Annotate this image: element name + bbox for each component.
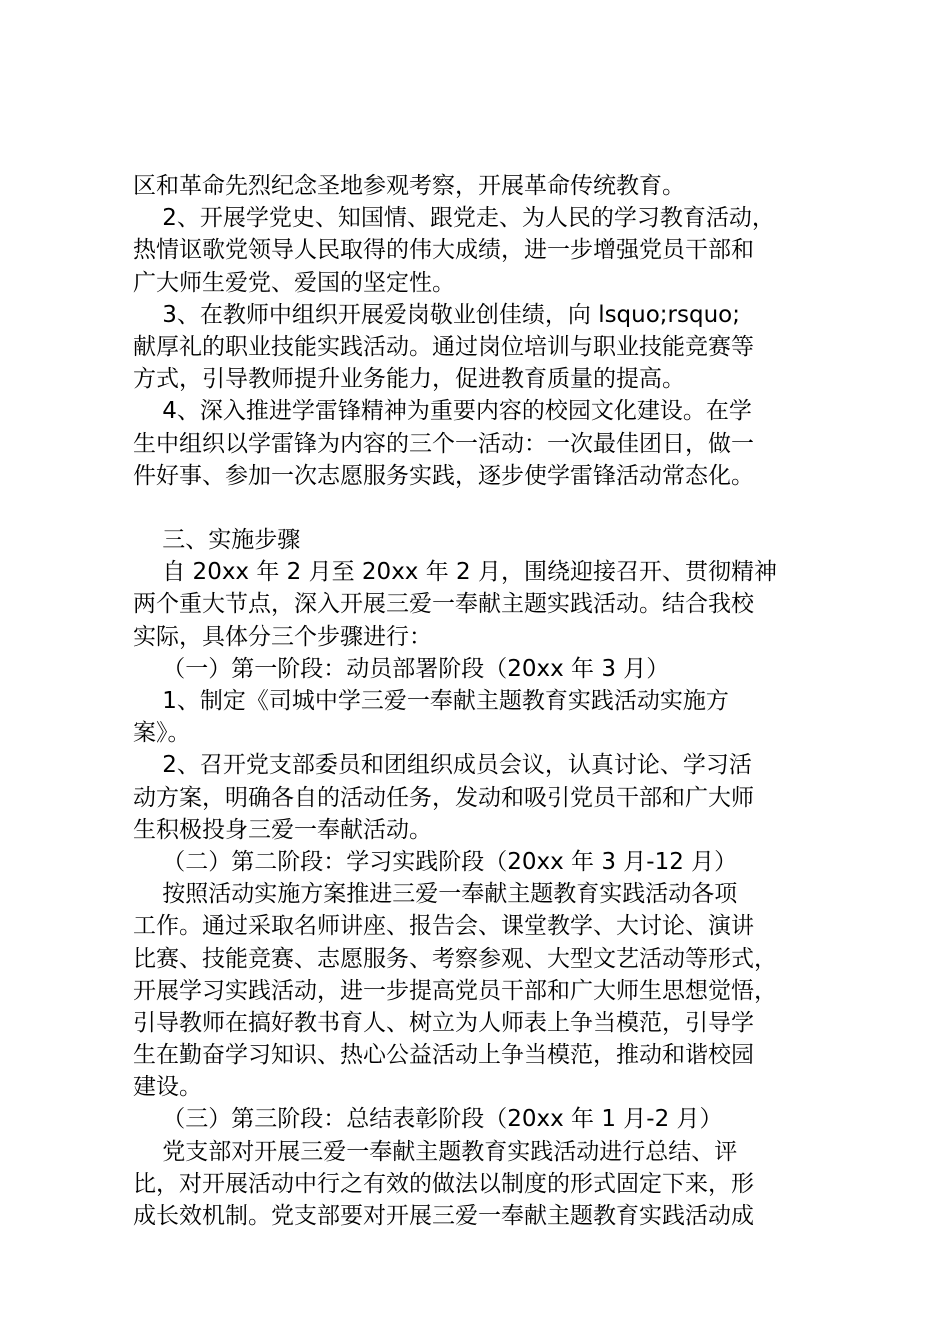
text-line: 2、开展学党史、知国情、跟党走、为人民的学习教育活动， [133, 205, 775, 232]
stage-heading: （一）第一阶段：动员部署阶段（20xx 年 3 月） [133, 655, 670, 682]
text-line: 2、召开党支部委员和团组织成员会议，认真讨论、学习活 [133, 752, 752, 779]
text-line: 方式，引导教师提升业务能力，促进教育质量的提高。 [133, 366, 685, 393]
stage-heading: （三）第三阶段：总结表彰阶段（20xx 年 1 月-2 月） [133, 1106, 723, 1133]
text-line: 自 20xx 年 2 月至 20xx 年 2 月，围绕迎接召开、贯彻精神 [133, 559, 777, 586]
text-line: 案》。 [133, 720, 191, 747]
section-heading: 三、实施步骤 [133, 527, 301, 554]
text-line: 党支部对开展三爱一奉献主题教育实践活动进行总结、评 [133, 1138, 738, 1165]
text-line: 成长效机制。党支部要对开展三爱一奉献主题教育实践活动成 [133, 1203, 754, 1229]
text-line: 3、在教师中组织开展爱岗敬业创佳绩，向 lsquo;rsquo; [133, 301, 740, 328]
text-line: 生中组织以学雷锋为内容的三个一活动：一次最佳团日，做一 [133, 430, 754, 457]
text-line: 1、制定《司城中学三爱一奉献主题教育实践活动实施方 [133, 688, 729, 714]
text-line: 件好事、参加一次志愿服务实践，逐步使学雷锋活动常态化。 [133, 462, 754, 489]
document-body [133, 170, 853, 1232]
stage-heading: （二）第二阶段：学习实践阶段（20xx 年 3 月-12 月） [133, 848, 738, 875]
text-line: 实际，具体分三个步骤进行： [133, 623, 432, 650]
text-line: 动方案，明确各自的活动任务，发动和吸引党员干部和广大师 [133, 784, 754, 811]
text-line: 开展学习实践活动，进一步提高党员干部和广大师生思想觉悟， [133, 977, 777, 1004]
text-line: 4、深入推进学雷锋精神为重要内容的校园文化建设。在学 [133, 398, 752, 425]
text-line: 区和革命先烈纪念圣地参观考察，开展革命传统教育。 [133, 173, 685, 199]
text-line: 比，对开展活动中行之有效的做法以制度的形式固定下来，形 [133, 1170, 754, 1197]
text-line: 两个重大节点，深入开展三爱一奉献主题实践活动。结合我校 [133, 591, 754, 618]
text-line: 生在勤奋学习知识、热心公益活动上争当模范，推动和谐校园 [133, 1042, 754, 1069]
text-line: 引导教师在搞好教书育人、树立为人师表上争当模范，引导学 [133, 1009, 754, 1036]
blank-line [133, 492, 853, 524]
text-line: 热情讴歌党领导人民取得的伟大成绩，进一步增强党员干部和 [133, 237, 754, 264]
text-line: 建设。 [133, 1074, 202, 1101]
text-line: 生积极投身三爱一奉献活动。 [133, 816, 432, 843]
text-line: 工作。通过采取名师讲座、报告会、课堂教学、大讨论、演讲 [133, 913, 754, 940]
text-line: 按照活动实施方案推进三爱一奉献主题教育实践活动各项 [133, 881, 738, 908]
text-line: 广大师生爱党、爱国的坚定性。 [133, 269, 455, 296]
text-line: 比赛、技能竞赛、志愿服务、考察参观、大型文艺活动等形式， [133, 945, 777, 972]
text-line: 献厚礼的职业技能实践活动。通过岗位培训与职业技能竞赛等 [133, 333, 754, 360]
